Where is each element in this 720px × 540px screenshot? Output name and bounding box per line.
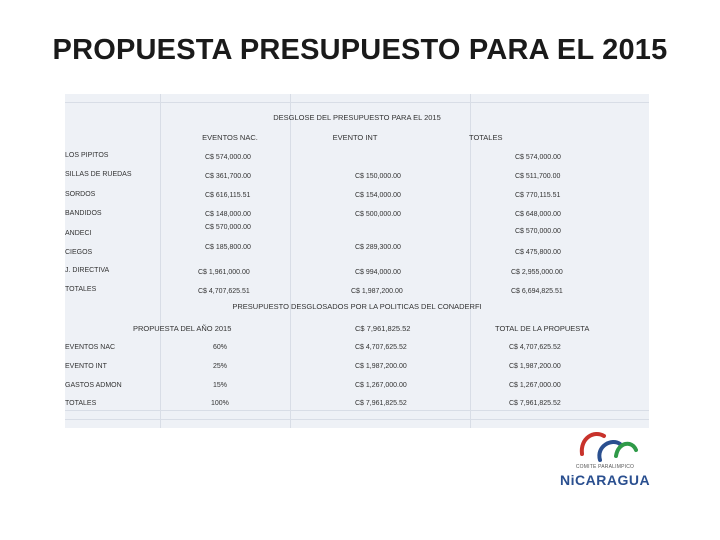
sheet-grid [65, 94, 649, 428]
percent-value: 100% [211, 400, 229, 407]
row-label: TOTALES [65, 400, 97, 407]
eventos-nac-value: C$ 361,700.00 [205, 173, 251, 180]
grid-line [470, 94, 471, 428]
grid-line [160, 94, 161, 428]
row-label: TOTALES [65, 286, 97, 293]
evento-int-value: C$ 154,000.00 [355, 192, 401, 199]
eventos-nac-value: C$ 616,115.51 [205, 192, 251, 199]
logo-arc-green [616, 444, 636, 456]
grid-line [65, 419, 649, 420]
total-proposal-label: TOTAL DE LA PROPUESTA [495, 324, 590, 333]
evento-int-value: C$ 994,000.00 [355, 269, 401, 276]
logo-wordmark: NiCARAGUA [560, 472, 651, 488]
eventos-nac-value: C$ 574,000.00 [205, 154, 251, 161]
table1-heading: DESGLOSE DEL PRESUPUESTO PARA EL 2015 [273, 113, 441, 122]
evento-int-value: C$ 500,000.00 [355, 211, 401, 218]
evento-int-value: C$ 150,000.00 [355, 173, 401, 180]
eventos-nac-value: C$ 1,961,000.00 [198, 269, 250, 276]
evento-int-value: C$ 1,987,200.00 [351, 288, 403, 295]
row-label: LOS PIPITOS [65, 152, 109, 159]
row-label: SILLAS DE RUEDAS [65, 171, 132, 178]
col-header-evento-int: EVENTO INT [332, 133, 378, 142]
total-value: C$ 511,700.00 [515, 173, 561, 180]
total-value: C$ 2,955,000.00 [511, 269, 563, 276]
percent-value: 15% [213, 382, 228, 389]
total-value: C$ 1,987,200.00 [509, 363, 561, 370]
total-value: C$ 648,000.00 [515, 211, 561, 218]
row-label: CIEGOS [65, 249, 93, 256]
row-label: GASTOS ADMON [65, 382, 122, 389]
total-value: C$ 570,000.00 [515, 228, 561, 235]
total-value: C$ 6,694,825.51 [511, 288, 563, 295]
eventos-nac-value: C$ 185,800.00 [205, 244, 251, 251]
page-title: PROPUESTA PRESUPUESTO PARA EL 2015 [52, 34, 668, 66]
total-value: C$ 7,961,825.52 [509, 400, 561, 407]
total-value: C$ 1,267,000.00 [509, 382, 561, 389]
col-header-totales: TOTALES [469, 133, 503, 142]
grid-line [290, 94, 291, 428]
row-label: EVENTOS NAC [65, 344, 116, 351]
total-value: C$ 574,000.00 [515, 154, 561, 161]
eventos-nac-value: C$ 4,707,625.51 [198, 288, 250, 295]
evento-int-value: C$ 289,300.00 [355, 244, 401, 251]
total-value: C$ 475,800.00 [515, 249, 561, 256]
amount-value: C$ 4,707,625.52 [355, 344, 407, 351]
eventos-nac-value: C$ 570,000.00 [205, 224, 251, 231]
percent-value: 25% [213, 363, 228, 370]
eventos-nac-value: C$ 148,000.00 [205, 211, 251, 218]
row-label: EVENTO INT [65, 363, 107, 370]
row-label: SORDOS [65, 191, 96, 198]
logo-caption: COMITE PARALIMPICO [575, 464, 635, 470]
col-header-eventos-nac: EVENTOS NAC. [202, 133, 258, 142]
row-label: BANDIDOS [65, 210, 102, 217]
grid-line [65, 410, 649, 411]
row-label: J. DIRECTIVA [65, 267, 110, 274]
table2-heading: PRESUPUESTO DESGLOSADOS POR LA POLITICAS DEL CONADERFI [232, 302, 482, 311]
total-value: C$ 4,707,625.52 [509, 344, 561, 351]
grid-line [65, 102, 649, 103]
amount-value: C$ 7,961,825.52 [355, 400, 407, 407]
proposal-value: C$ 7,961,825.52 [355, 324, 411, 333]
row-label: ANDECI [65, 230, 92, 237]
amount-value: C$ 1,267,000.00 [355, 382, 407, 389]
total-value: C$ 770,115.51 [515, 192, 561, 199]
budget-sheet [65, 94, 649, 428]
proposal-label: PROPUESTA DEL AÑO 2015 [133, 324, 232, 333]
amount-value: C$ 1,987,200.00 [355, 363, 407, 370]
percent-value: 60% [213, 344, 228, 351]
